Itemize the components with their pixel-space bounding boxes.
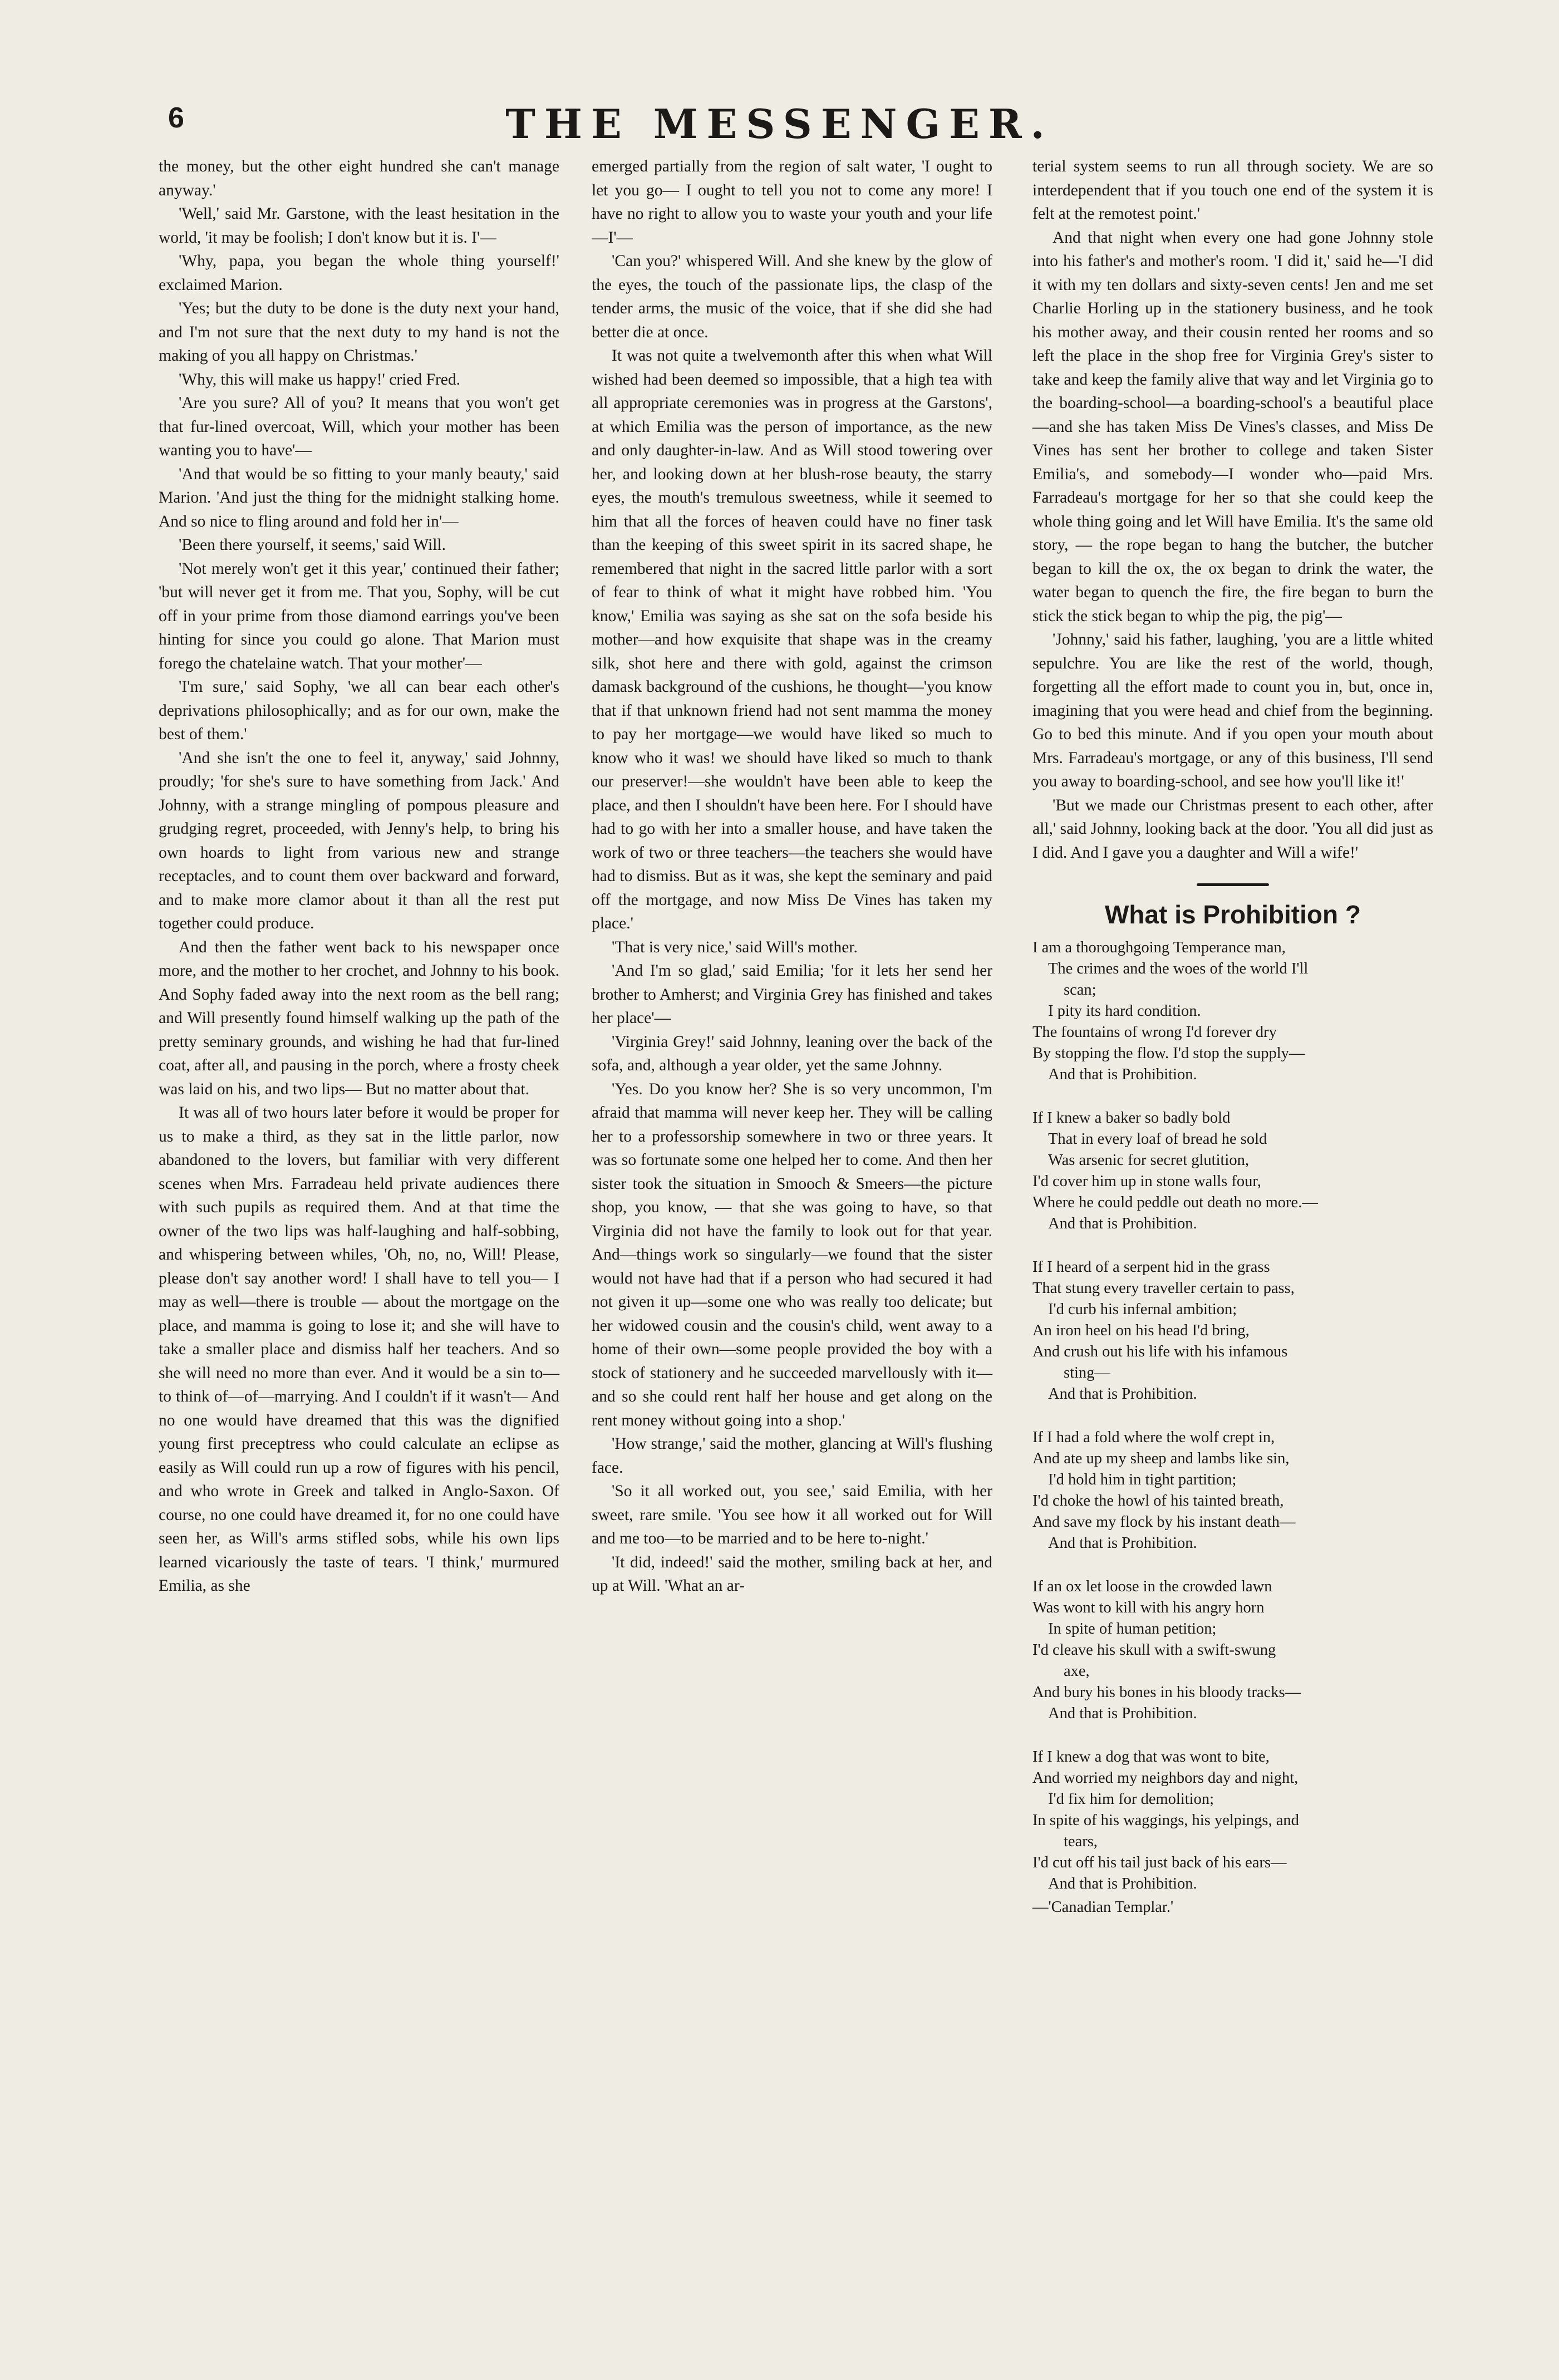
masthead <box>0 99 1559 160</box>
poem-line: And save my flock by his instant death— <box>1032 1513 1296 1531</box>
poem-line: That stung every traveller certain to pass, <box>1032 1280 1295 1297</box>
poem-line: And ate up my sheep and lambs like sin, <box>1032 1450 1290 1467</box>
poem-line: I am a thoroughgoing Temperance man, <box>1032 939 1286 956</box>
paragraph: 'And that would be so fitting to your manly beauty,' said Marion. 'And just the thing for the midnight stalking home. And so nice to fling around and fold her in'— <box>159 465 559 530</box>
section-divider <box>1197 883 1269 886</box>
poem-stanza <box>1032 1108 1433 1235</box>
poem-line: The fountains of wrong I'd forever dry <box>1032 1024 1277 1041</box>
paragraph: It was not quite a twelvemonth after this when what Will wished had been deemed so impossible, that a high tea with all appropriate ceremonies was in progress at the Garstons', at which Emilia was the person of importance, as the new and only daughter-in-law. And as Will stood towering over her, and looking down at her blush-rose beauty, the starry eyes, the mouth's tremulous sweetness, while it seemed to him that all the forces of heaven could have no finer task than the keeping of this sweet spirit in its sacred shape, he remembered that night in the sacred little parlor with a sort of fear to think of what it might have robbed him. 'You know,' Emilia was saying as she sat on the sofa beside his mother—and how exquisite that shape was in the creamy silk, shot here and there with gold, against the crimson damask background of the cushions, he thought—'you know that if that unknown friend had not sent mamma the money to pay her mortgage—we would have liked so much to know who it was! we should have liked so much to thank our preserver!—she wouldn't have been able to keep the place, and then I shouldn't have been here. For I should have had to go with her into a smaller house, and have taken the work of two or three teachers—the teachers she would have had to dismiss. But as it was, she kept the seminary and paid off the mortgage, and now Miss De Vines has taken my place.' <box>592 347 992 932</box>
paragraph: 'Yes; but the duty to be done is the duty next your hand, and I'm not sure that the next duty to my hand is not the making of you all happy on Christmas.' <box>159 299 559 365</box>
poem-line: I'd cover him up in stone walls four, <box>1032 1173 1261 1190</box>
poem-line: And that is Prohibition. <box>1048 1875 1197 1892</box>
poem-line: By stopping the flow. I'd stop the supply— <box>1032 1045 1305 1062</box>
poem-line: Was arsenic for secret glutition, <box>1048 1152 1249 1169</box>
poem-line: I'd cleave his skull with a swift-swung <box>1032 1641 1276 1659</box>
poem-line: The crimes and the woes of the world I'll <box>1048 960 1309 977</box>
poem-line: If I knew a dog that was wont to bite, <box>1032 1748 1270 1766</box>
poem-stanza <box>1032 1576 1433 1724</box>
paragraph: 'Can you?' whispered Will. And she knew by the glow of the eyes, the touch of the passionate lips, the clasp of the tender arms, the music of the voice, that if she did she had better die at once. <box>592 252 992 341</box>
poem-line: If I had a fold where the wolf crept in, <box>1032 1429 1275 1446</box>
paragraph: 'And she isn't the one to feel it, anyway,' said Johnny, proudly; 'for she's sure to have something from Jack.' And Johnny, with a strange mingling of pompous pleasure and grudging regret, proceeded, with Jenny's help, to bring his own hoards to light from various new and strange receptacles, and to count them over backward and forward, and to make more clamor about it than all the rest put together could produce. <box>159 749 559 932</box>
poem-line: In spite of human petition; <box>1048 1620 1217 1638</box>
poem-stanza <box>1032 1427 1433 1554</box>
poem-stanza <box>1032 1257 1433 1405</box>
paragraph: 'But we made our Christmas present to each other, after all,' said Johnny, looking back at the door. 'You all did just as I did. And I gave you a daughter and Will a wife!' <box>1032 796 1433 862</box>
page-number: 6 <box>168 102 184 134</box>
poem-line: I'd choke the howl of his tainted breath, <box>1032 1492 1284 1509</box>
poem-line: I pity its hard condition. <box>1048 1002 1201 1020</box>
poem-line: And that is Prohibition. <box>1048 1705 1197 1722</box>
paragraph: 'Why, papa, you began the whole thing yourself!' exclaimed Marion. <box>159 252 559 294</box>
poem-line: Where he could peddle out death no more.— <box>1032 1194 1318 1211</box>
poem-line: I'd curb his infernal ambition; <box>1048 1301 1237 1318</box>
paragraph: And that night when every one had gone Johnny stole into his father's and mother's room. 'I did it,' said he—'I did it with my ten dollars and sixty-seven cents! Jen and me set Charlie Horling up in the stationery business, and he took his mother away, and their cousin rented her rooms and so left the place in the shop free for Virginia Grey's sister to take and keep the family alive that way and let Virginia go to the boarding-school—a boarding-school's a beautiful place—and she has taken Miss De Vines's classes, and Miss De Vines has sent her brother to college and taken Sister Emilia's, and somebody—I wonder who—paid Mrs. Farradeau's mortgage for her so that she could keep the whole thing going and let Will have Emilia. It's the same old story, — the rope began to hang the butcher, the butcher began to kill the ox, the ox began to drink the water, the water began to quench the fire, the fire began to burn the stick the stick began to whip the pig, the pig'— <box>1032 228 1433 625</box>
poem-line: I'd fix him for demolition; <box>1048 1791 1214 1808</box>
paragraph: 'And I'm so glad,' said Emilia; 'for it lets her send her brother to Amherst; and Virginia Grey has finished and takes her place'— <box>592 962 992 1027</box>
paragraph: the money, but the other eight hundred she can't manage anyway.' <box>159 158 559 199</box>
paragraph: 'Why, this will make us happy!' cried Fred. <box>179 370 461 389</box>
paragraph: 'Well,' said Mr. Garstone, with the least hesitation in the world, 'it may be foolish; I don't know but it is. I'— <box>159 205 559 247</box>
poem-line: If I heard of a serpent hid in the grass <box>1032 1258 1270 1276</box>
poem-title: What is Prohibition ? <box>1105 900 1361 929</box>
poem-line: And bury his bones in his bloody tracks— <box>1032 1684 1301 1701</box>
paragraph: 'How strange,' said the mother, glancing at Will's flushing face. <box>592 1435 992 1477</box>
paragraph: 'Are you sure? All of you? It means that you won't get that fur-lined overcoat, Will, which your mother has been wanting you to have'— <box>159 394 559 459</box>
poem-line: sting— <box>1064 1364 1110 1381</box>
paragraph: terial system seems to run all through society. We are so interdependent that if you touch one end of the system it is felt at the remotest point.' <box>1032 158 1433 223</box>
paragraph: 'Not merely won't get it this year,' continued their father; 'but will never get it from me. That you, Sophy, will be cut off in your prime from those diamond earrings you've been hinting for since you could go alone. That Marion must forego the chatelaine watch. That your mother'— <box>159 559 559 672</box>
paragraph: It was all of two hours later before it would be proper for us to make a third, as they sat in the little parlor, now abandoned to the lovers, but familiar with very different scenes when Mrs. Farradeau held private audiences there with such pupils as required them. And at that time the owner of the two lips was half-laughing and half-sobbing, and whispering between whiles, 'Oh, no, no, Will! Please, please don't say another word! I shall have to tell you— I may as well—there is trouble — about the mortgage on the place, and mamma is going to lose it; and she will have to take a smaller place and dismiss half her teachers. And so she will need no more than ever. And it would be a sin to—to think of—of—marrying. And I couldn't if it wasn't— And no one would have dreamed that this was the dignified young first preceptress who could calculate an eclipse as easily as Will could run up a row of figures with his pencil, and who wrote in Greek and talked in Anglo-Saxon. Of course, no one could have dreamed it, for no one could have seen her, as Will's arms stifled sobs, while his own lips learned vicariously the taste of tears. 'I think,' murmured Emilia, as she <box>159 1104 559 1595</box>
paragraph: And then the father went back to his newspaper once more, and the mother to her crochet, and Johnny to his book. And Sophy faded away into the next room as the bell rang; and Will presently found himself walking up the path of the pretty seminary grounds, and wishing he had that fur-lined coat, after all, and pausing in the porch, where a frosty cheek was laid on his, and two lips— But no matter about that. <box>159 938 559 1098</box>
poem-line: And crush out his life with his infamous <box>1032 1343 1288 1360</box>
paragraph: 'Been there yourself, it seems,' said Will. <box>179 536 446 554</box>
poem-line: tears, <box>1064 1833 1098 1850</box>
column-3 <box>1032 155 1433 1918</box>
poem-line: I'd hold him in tight partition; <box>1048 1471 1237 1488</box>
paper-title: THE MESSENGER. <box>505 100 1054 147</box>
paragraph: 'Johnny,' said his father, laughing, 'you are a little whited sepulchre. You are like the rest of the world, though, forgetting all the effort made to count you in, but, once in, imagining that you were head and chief from the beginning. Go to bed this minute. And if you open your mouth about Mrs. Farradeau's mortgage, or any of this business, I'll send you away to boarding-school, and see how you'll like it!' <box>1032 631 1433 790</box>
poem-line: Was wont to kill with his angry horn <box>1032 1599 1265 1616</box>
paragraph: 'It did, indeed!' said the mother, smiling back at her, and up at Will. 'What an ar- <box>592 1553 992 1595</box>
poem-line: And worried my neighbors day and night, <box>1032 1769 1299 1787</box>
paragraph: 'So it all worked out, you see,' said Emilia, with her sweet, rare smile. 'You see how it all worked out for Will and me too—to be married and to be here to-night.' <box>592 1482 992 1547</box>
poem-line: I'd cut off his tail just back of his ears— <box>1032 1854 1287 1871</box>
poem-stanza <box>1032 1747 1433 1895</box>
poem-line: And that is Prohibition. <box>1048 1066 1197 1083</box>
poem-line: An iron heel on his head I'd bring, <box>1032 1322 1250 1339</box>
poem-line: In spite of his waggings, his yelpings, and <box>1032 1812 1299 1829</box>
poem-stanza <box>1032 937 1433 1085</box>
poem-line: That in every loaf of bread he sold <box>1048 1130 1267 1148</box>
column-1 <box>159 155 559 1598</box>
poem-line: And that is Prohibition. <box>1048 1215 1197 1232</box>
poem-line: And that is Prohibition. <box>1048 1385 1197 1403</box>
paragraph: 'Virginia Grey!' said Johnny, leaning over the back of the sofa, and, although a year older, yet the same Johnny. <box>592 1032 992 1074</box>
paragraph: 'That is very nice,' said Will's mother. <box>612 938 858 956</box>
poem-line: scan; <box>1064 981 1096 999</box>
poem-attribution: —'Canadian Templar.' <box>1032 1899 1174 1916</box>
poem-line: And that is Prohibition. <box>1048 1535 1197 1552</box>
poem-line: If an ox let loose in the crowded lawn <box>1032 1578 1272 1595</box>
poem-line: If I knew a baker so badly bold <box>1032 1109 1231 1127</box>
paragraph: emerged partially from the region of salt water, 'I ought to let you go— I ought to tell you not to come any more! I have no right to allow you to waste your youth and your life—I'— <box>592 158 992 247</box>
paragraph: 'I'm sure,' said Sophy, 'we all can bear each other's deprivations philosophically; and as for our own, make the best of them.' <box>159 678 559 743</box>
paragraph: 'Yes. Do you know her? She is so very uncommon, I'm afraid that mamma will never keep her. They will be calling her to a professorship somewhere in two or three years. It was so fortunate some one helped her to come. And then her sister took the situation in Smooch & Smeers—the picture shop, you know, — that she was going to have, so that Virginia did not have the family to look out for that year. And—things work so singularly—we found that the sister would not have had that if a person who had secured it had not given it up—some one who was really too delicate; but her widowed cousin and the cousin's child, went away to a home of their own—some people provided the boy with a stock of stationery and he succeeded marvellously with it—and so she could rent half her house and get along on the rent money without going into a shop.' <box>592 1080 992 1429</box>
poem-line: axe, <box>1064 1663 1090 1680</box>
column-2 <box>592 155 992 1598</box>
